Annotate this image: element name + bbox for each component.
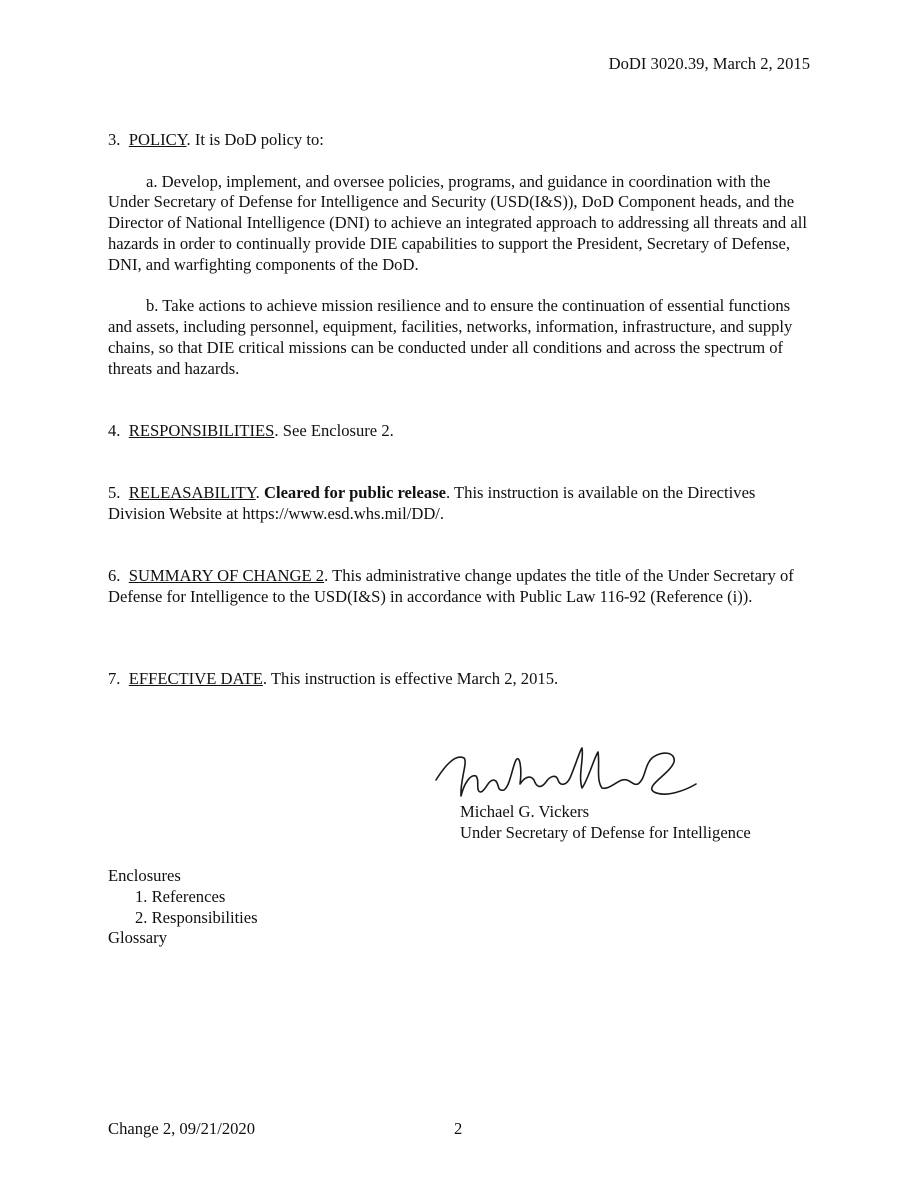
policy-number: 3. [108,130,121,149]
glossary-label: Glossary [108,928,167,948]
responsibilities-number: 4. [108,421,121,440]
summary-text: . This administrative change updates the title of the Under Secretary of Defense for Intelligence to the USD(I&S) in accordance with Public Law 116-92 (Reference (i)). [108,566,794,606]
policy-lead: . It is DoD policy to: [186,130,324,149]
section-effective-date [108,669,808,690]
releasability-heading: RELEASABILITY [128,483,256,502]
enclosures-list [108,866,808,949]
effective-heading: EFFECTIVE DATE [128,669,263,688]
enclosure-item-references: 1. References [135,886,226,906]
releasability-number: 5. [108,483,121,502]
section-policy [108,130,808,380]
handwritten-signature [430,740,710,802]
enclosure-item-responsibilities: 2. Responsibilities [135,907,258,927]
policy-heading: POLICY [128,130,187,149]
enclosures-heading: Enclosures [108,866,181,885]
document-reference: DoDI 3020.39, March 2, 2015 [608,54,810,73]
releasability-separator: . [255,483,264,502]
releasability-text: . This instruction is available on the Directives Division Website at https://www.esd.whs.mil/DD/. [108,483,756,523]
signer-title: Under Secretary of Defense for Intelligence [460,822,751,842]
effective-number: 7. [108,669,121,688]
signer-name: Michael G. Vickers [460,802,590,821]
summary-number: 6. [108,566,121,585]
effective-text: . This instruction is effective March 2, 2015. [262,669,559,688]
policy-heading-line [108,130,808,151]
footer-change-note: Change 2, 09/21/2020 [108,1119,256,1138]
responsibilities-text: . See Enclosure 2. [274,421,394,440]
policy-paragraph-a: a. Develop, implement, and oversee policies, programs, and guidance in coordination with the Under Secretary of Defense for Intelligence and Security (USD(I&S)), DoD Component heads, and the Director of National Intelligence (DNI) to achieve an integrated approach to addressing all threats and all hazards in order to continually provide DIE capabilities to support the President, Secretary of Defense, DNI, and warfighting components of the DoD. [108,171,807,274]
section-summary-of-change [108,566,808,608]
releasability-bold: Cleared for public release [263,483,447,502]
page-number: 2 [454,1119,463,1138]
policy-paragraph-b: b. Take actions to achieve mission resilience and to ensure the continuation of essential functions and assets, including personnel, equipment, facilities, networks, information, infrastructure, and supply chains, so that DIE critical missions can be conducted under all conditions and across the spectrum of threats and hazards. [108,296,793,378]
summary-heading: SUMMARY OF CHANGE 2 [128,566,325,585]
signature-block [460,802,751,844]
section-releasability [108,483,808,525]
section-responsibilities [108,421,808,442]
responsibilities-heading: RESPONSIBILITIES [128,421,275,440]
